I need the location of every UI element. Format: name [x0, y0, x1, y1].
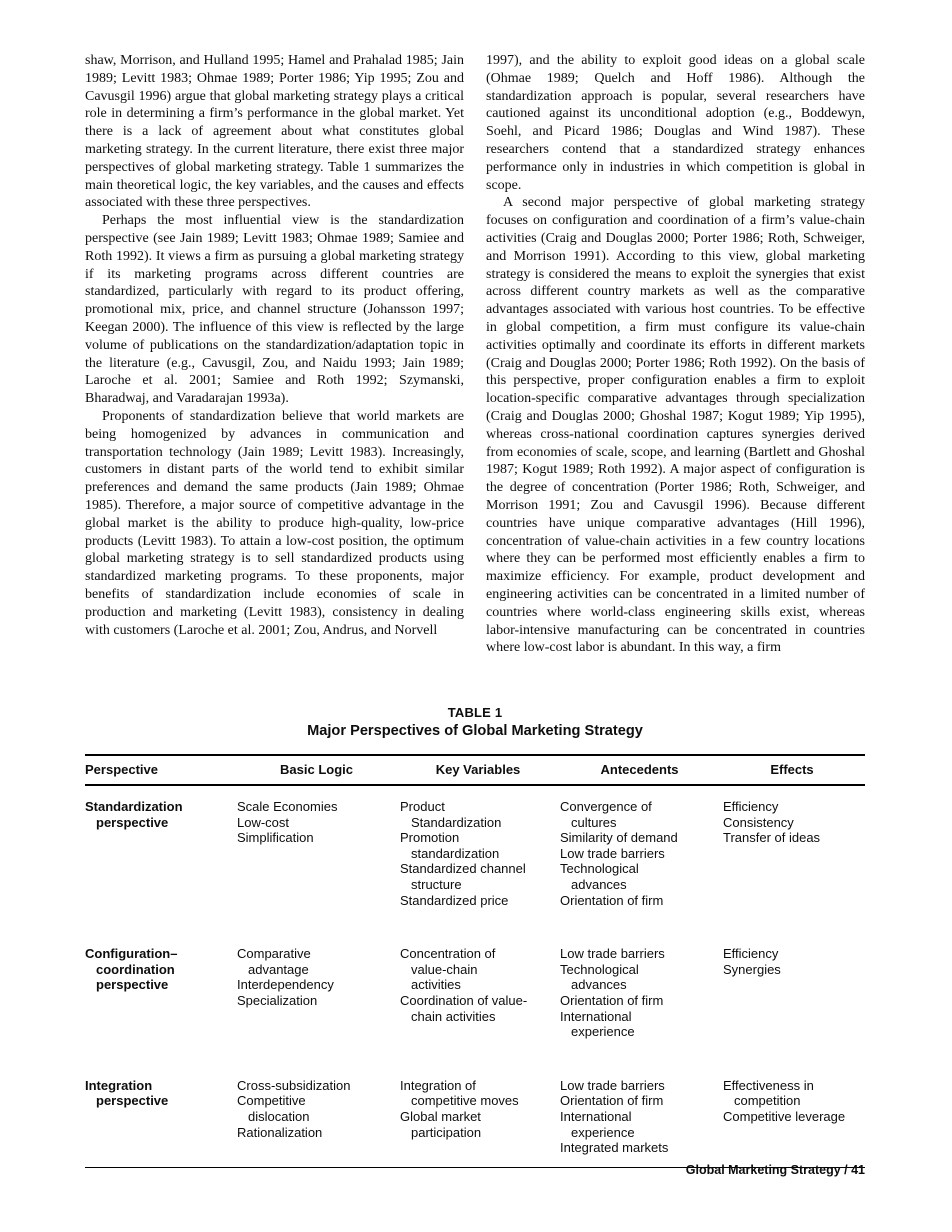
cell-line: dislocation	[248, 1109, 310, 1124]
cell-line: competition	[734, 1093, 801, 1109]
table-cell	[560, 785, 723, 933]
cell-line: Promotion	[400, 830, 460, 846]
table-cell	[237, 785, 400, 933]
cell-line: Standardization	[85, 799, 183, 815]
table-1	[85, 754, 865, 1168]
table-cell	[85, 785, 237, 933]
cell-line: value-chain	[411, 961, 478, 977]
table-cell	[85, 933, 237, 1065]
cell-line: activities	[411, 977, 461, 993]
cell-line: Technological	[560, 961, 639, 977]
cell-line: Similarity of demand	[560, 830, 678, 846]
cell-line: Low trade barriers	[560, 845, 665, 861]
table-cell	[560, 1065, 723, 1167]
column-header: Basic Logic	[280, 762, 353, 778]
cell-line: experience	[571, 1124, 635, 1140]
cell-line: advances	[571, 877, 627, 893]
cell-line: Low trade barriers	[560, 946, 665, 962]
table-cell	[560, 933, 723, 1065]
cell-line: perspective	[96, 977, 169, 993]
cell-line: Coordination of value-	[400, 993, 528, 1009]
article-content	[85, 52, 865, 1168]
cell-line: Convergence of	[560, 799, 652, 815]
left-column	[85, 52, 464, 657]
table-cell	[85, 1065, 237, 1167]
cell-line: International	[560, 1109, 632, 1124]
table-row	[85, 933, 865, 1065]
body-text-columns	[85, 52, 865, 657]
column-header: Antecedents	[600, 762, 679, 778]
page-footer: Global Marketing Strategy / 41	[685, 1163, 865, 1177]
cell-line: Orientation of firm	[560, 993, 664, 1009]
cell-line: perspective	[96, 814, 169, 830]
cell-line: advantage	[248, 961, 309, 977]
cell-line: Effectiveness in	[723, 1077, 814, 1093]
cell-line: Interdependency	[237, 977, 334, 993]
table-row	[85, 785, 865, 933]
table-cell	[237, 933, 400, 1065]
cell-line: Cross-subsidization	[237, 1077, 351, 1093]
cell-line: Integration	[85, 1077, 153, 1093]
paragraph: Proponents of standardization believe that world markets are being homogenized by advances in communication and transportation technology (Jain 1989; Levitt 1983). Increasingly, customers in distant parts of the world tend to exhibit similar preferences and demand the same products (Jain 1989; Ohmae 1985). Therefore, a major source of competitive advantage in the global market is the ability to produce high-quality, low-price products (Levitt 1983). To attain a low-cost position, the optimum global marketing strategy is to sell standardized products using standardized marketing programs. To these proponents, major benefits of standardization include economies of scale in production and marketing (Levitt 1983), consistency in dealing with customers (Laroche et al. 2001; Zou, Andrus, and Norvell	[85, 408, 464, 638]
cell-line: perspective	[96, 1093, 169, 1109]
cell-line: International	[560, 1008, 632, 1024]
column-header: Key Variables	[435, 762, 521, 778]
cell-line: Orientation of firm	[560, 892, 664, 908]
paragraph: Perhaps the most influential view is the standardization perspective (see Jain 1989; Levitt 1983; Ohmae 1989; Samiee and Roth 1992). It views a firm as pursuing a global marketing strategy if its marketing programs across different countries are standardized, particularly with regard to its product offering, promotional mix, price, and channel structure (Johansson 1997; Keegan 2000). The influence of this view is reflected by the large volume of publications on the standardization/adaptation topic in the literature (e.g., Cavusgil, Zou, and Naidu 1993; Jain 1989; Laroche et al. 2001; Samiee and Roth 1992; Szymanski, Bharadwaj, and Varadarajan 1993a).	[85, 213, 464, 407]
cell-line: Rationalization	[237, 1124, 323, 1140]
cell-line: Synergies	[723, 961, 781, 977]
cell-line: coordination	[96, 961, 175, 977]
table-cell	[723, 785, 865, 933]
cell-line: Technological	[560, 861, 639, 877]
cell-line: Standardized price	[400, 892, 509, 908]
cell-line: Efficiency	[723, 946, 779, 962]
table-label: TABLE 1	[447, 705, 503, 721]
paragraph: 1997), and the ability to exploit good ideas on a global scale (Ohmae 1989; Quelch and Hoff 1986). Although the standardization approach is popular, several researchers have cautioned against its unconditional adoption (e.g., Boddewyn, Soehl, and Picard 1986; Douglas and Wind 1987). These researchers contend that a standardized strategy enhances performance only in industries in which competition is global in scope.	[486, 53, 865, 193]
cell-line: experience	[571, 1024, 635, 1040]
table-cell	[723, 933, 865, 1065]
cell-line: Competitive	[237, 1093, 306, 1109]
cell-line: participation	[411, 1124, 482, 1140]
cell-line: Integration of	[400, 1077, 476, 1093]
cell-line: standardization	[411, 845, 500, 861]
table-cell	[400, 933, 560, 1065]
cell-line: Standardized channel	[400, 861, 526, 877]
column-header: Perspective	[85, 762, 158, 778]
cell-line: chain activities	[411, 1008, 496, 1024]
cell-line: cultures	[571, 814, 617, 830]
cell-line: Concentration of	[400, 946, 496, 962]
cell-line: Configuration–	[85, 946, 178, 962]
cell-line: Comparative	[237, 946, 311, 962]
cell-line: Orientation of firm	[560, 1093, 664, 1109]
paragraph: shaw, Morrison, and Hulland 1995; Hamel and Prahalad 1985; Jain 1989; Levitt 1983; Ohmae 1989; Porter 1986; Yip 1995; Zou and Cavusgil 1996) argue that global marketing strategy plays a critical role in determining a firm’s performance in the global market. Yet there is a lack of agreement about what constitutes global marketing strategy. In the current literature, there exist three major perspectives of global marketing strategy. Table 1 summarizes the main theoretical logic, the key variables, and the causes and effects associated with these three perspectives.	[85, 53, 464, 211]
cell-line: Consistency	[723, 814, 794, 830]
right-column	[486, 52, 865, 657]
cell-line: structure	[411, 877, 462, 893]
cell-line: Low trade barriers	[560, 1077, 665, 1093]
table-body	[85, 785, 865, 1167]
table-cell	[400, 1065, 560, 1167]
table-cell	[723, 1065, 865, 1167]
cell-line: Global market	[400, 1109, 481, 1124]
cell-line: advances	[571, 977, 627, 993]
table-cell	[237, 1065, 400, 1167]
paragraph: A second major perspective of global marketing strategy focuses on configuration and coordination of a firm’s value-chain activities (Craig and Douglas 2000; Porter 1986; Roth, Schweiger, and Morrison 1991). According to this view, global marketing strategy is considered the means to exploit the synergies that exist across different country markets as well as the comparative advantages associated with various host countries. To be effective in global competition, a firm must configure its value-chain activities optimally and coordinate its efforts in different markets (Craig and Douglas 2000; Porter 1986; Roth 1992). On the basis of this perspective, proper configuration enables a firm to exploit location-specific comparative advantages through specialization (Craig and Douglas 2000; Ghoshal 1987; Kogut 1989; Yip 1995), whereas cross-national coordination captures synergies derived from economies of scale, scope, and learning (Bartlett and Ghoshal 1987; Kogut 1989; Roth 1992). A major aspect of configuration is the degree of concentration (Porter 1986; Roth, Schweiger, and Morrison 1991; Zou and Cavusgil 1996). Because different countries have unique comparative advantages (Hill 1996), concentration of value-chain activities in a few country locations where they can be performed most efficiently enables a firm to maximize efficiency. For example, product development and engineering activities can be concentrated in a limited number of countries where world-class engineering skills exist, whereas labor-intensive manufacturing can be concentrated in countries where low-cost labor is abundant. In this way, a firm	[486, 195, 865, 656]
cell-line: Scale Economies	[237, 799, 338, 815]
column-header: Effects	[770, 762, 814, 778]
cell-line: Low-cost	[237, 814, 290, 830]
table-cell	[400, 785, 560, 933]
cell-line: Integrated markets	[560, 1140, 669, 1156]
table-title: Major Perspectives of Global Marketing Strategy	[307, 723, 643, 740]
cell-line: Transfer of ideas	[723, 830, 821, 846]
cell-line: Efficiency	[723, 799, 779, 815]
cell-line: Specialization	[237, 993, 318, 1009]
cell-line: Product	[400, 799, 445, 815]
table-header-row	[85, 755, 865, 785]
table-1-block	[85, 705, 865, 1168]
cell-line: competitive moves	[411, 1093, 519, 1109]
cell-line: Simplification	[237, 830, 314, 846]
cell-line: Standardization	[411, 814, 502, 830]
table-row	[85, 1065, 865, 1167]
cell-line: Competitive leverage	[723, 1109, 846, 1124]
